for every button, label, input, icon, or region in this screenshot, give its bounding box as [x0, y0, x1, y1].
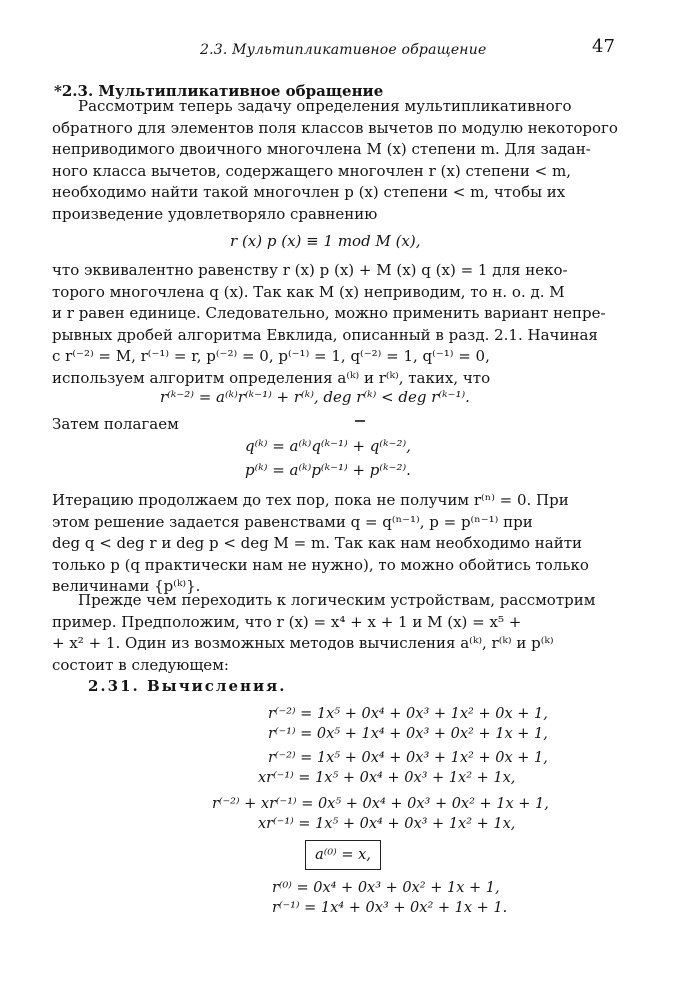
- calc-line-3: r⁽⁻²⁾ = 1x⁵ + 0x⁴ + 0x³ + 1x² + 0x + 1,: [268, 750, 548, 766]
- text-line: величинами {p⁽ᵏ⁾}.: [52, 577, 201, 595]
- text-line: этом решение задается равенствами q = q⁽ⁿ⁻¹⁾, p = p⁽ⁿ⁻¹⁾ при: [52, 512, 533, 531]
- text-line: торого многочлена q (x). Так как M (x) неприводим, то н. о. д. M: [52, 282, 565, 301]
- text-line: deg q < deg r и deg p < deg M = m. Так как нам необходимо найти: [52, 534, 583, 552]
- text-line: Прежде чем переходить к логическим устройствам, рассмотрим: [78, 591, 596, 609]
- text-line: только p (q практически нам не нужно), то можно обойтись только: [52, 555, 589, 574]
- calc-line-6: xr⁽⁻¹⁾ = 1x⁵ + 0x⁴ + 0x³ + 1x² + 1x,: [258, 816, 516, 832]
- calc-final-line-1: r⁽⁰⁾ = 0x⁴ + 0x³ + 0x² + 1x + 1,: [272, 880, 500, 896]
- text-line: ного класса вычетов, содержащего многочлен r (x) степени < m,: [52, 161, 571, 180]
- then-text: [52, 414, 612, 436]
- text-line: обратного для элементов поля классов вычетов по модулю некоторого: [52, 118, 618, 137]
- paragraph-intro: [52, 96, 618, 225]
- recurrence-p-equation: p⁽ᵏ⁾ = a⁽ᵏ⁾p⁽ᵏ⁻¹⁾ + p⁽ᵏ⁻²⁾.: [245, 461, 411, 479]
- text-line: Итерацию продолжаем до тех пор, пока не получим r⁽ⁿ⁾ = 0. При: [52, 491, 569, 509]
- text-line: и r равен единице. Следовательно, можно применить вариант непре-: [52, 304, 606, 322]
- text-line: Рассмотрим теперь задачу определения мультипликативного: [78, 97, 572, 115]
- text-line: состоит в следующем:: [52, 655, 229, 674]
- text-line: произведение удовлетворяло сравнению: [52, 204, 378, 223]
- text-line: необходимо найти такой многочлен p (x) степени < m, чтобы их: [52, 183, 566, 201]
- calc-final-line-2: r⁽⁻¹⁾ = 1x⁴ + 0x³ + 0x² + 1x + 1.: [272, 900, 508, 916]
- paragraph-euclid: [52, 260, 612, 389]
- text-line: пример. Предположим, что r (x) = x⁴ + x + 1 и M (x) = x⁵ +: [52, 612, 522, 631]
- congruence-equation: r (x) p (x) ≡ 1 mod M (x),: [230, 232, 421, 250]
- boxed-result: a⁽⁰⁾ = x,: [305, 840, 381, 870]
- section-heading: *2.3. Мультипликативное обращение: [54, 82, 384, 100]
- subsection-heading: 2.31. Вычисления.: [88, 677, 287, 695]
- calc-line-4: xr⁽⁻¹⁾ = 1x⁵ + 0x⁴ + 0x³ + 1x² + 1x,: [258, 770, 516, 786]
- calc-line-2: r⁽⁻¹⁾ = 0x⁵ + 1x⁴ + 0x³ + 0x² + 1x + 1,: [268, 726, 548, 742]
- paragraph-example: [52, 590, 612, 676]
- text-line: неприводимого двоичного многочлена M (x) степени m. Для задан-: [52, 140, 591, 158]
- recurrence-q-equation: q⁽ᵏ⁾ = a⁽ᵏ⁾q⁽ᵏ⁻¹⁾ + q⁽ᵏ⁻²⁾,: [245, 437, 411, 455]
- paragraph-iteration: [52, 490, 612, 598]
- text-line: используем алгоритм определения a⁽ᵏ⁾ и r⁽ᵏ⁾, таких, что: [52, 368, 491, 387]
- text-line: что эквивалентно равенству r (x) p (x) + M (x) q (x) = 1 для неко-: [52, 261, 568, 279]
- text-line: с r⁽⁻²⁾ = M, r⁽⁻¹⁾ = r, p⁽⁻²⁾ = 0, p⁽⁻¹⁾ = 1, q⁽⁻²⁾ = 1, q⁽⁻¹⁾ = 0,: [52, 347, 490, 365]
- page-number: 47: [592, 36, 615, 57]
- text-line: рывных дробей алгоритма Евклида, описанный в разд. 2.1. Начиная: [52, 325, 598, 344]
- calc-line-5: r⁽⁻²⁾ + xr⁽⁻¹⁾ = 0x⁵ + 0x⁴ + 0x³ + 0x² + 1x + 1,: [212, 796, 549, 812]
- recurrence-r-equation: r⁽ᵏ⁻²⁾ = a⁽ᵏ⁾r⁽ᵏ⁻¹⁾ + r⁽ᵏ⁾, deg r⁽ᵏ⁾ < deg r⁽ᵏ⁻¹⁾.: [160, 388, 470, 406]
- stray-mark: [355, 420, 365, 422]
- running-header-title: 2.3. Мультипликативное обращение: [200, 42, 487, 58]
- text-line: Затем полагаем: [52, 415, 179, 433]
- text-line: + x² + 1. Один из возможных методов вычисления a⁽ᵏ⁾, r⁽ᵏ⁾ и p⁽ᵏ⁾: [52, 634, 554, 652]
- calc-line-1: r⁽⁻²⁾ = 1x⁵ + 0x⁴ + 0x³ + 1x² + 0x + 1,: [268, 706, 548, 722]
